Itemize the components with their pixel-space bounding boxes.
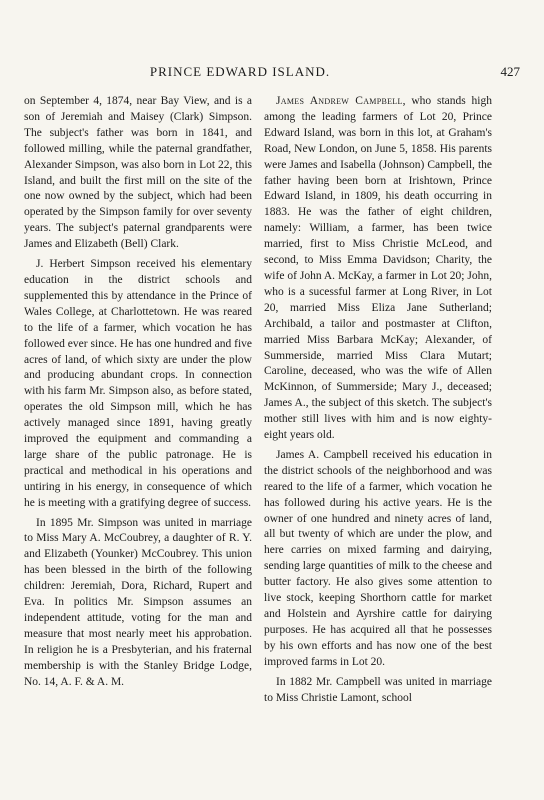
left-column [24, 94, 252, 691]
page-number: 427 [500, 64, 520, 79]
paragraph-simpson-education: J. Herbert Simpson received his elementary education in the district schools and supplemented this by attendance in the Prince of Wales College, at Charlottetown. He was reared to the life of a farmer, which vocation he has followed ever since. He has one hundred and five acres of land, of which sixty are under the plow and producing abundant crops. In connection with his farm Mr. Simpson also, as before stated, operates the old Simpson mill, which he has actively managed since 1891, having greatly improved the equipment and commanding a large share of the public patronage. He is practical and methodical in his operations and untiring in his energy, in consequence of which he is meeting with a gratifying degree of success. [24, 258, 252, 509]
paragraph-campbell-education: James A. Campbell received his education in the district schools of the neighborhood and was reared to the life of a farmer, which vocation he has followed during his active years. He is the owner of one hundred and ninety acres of land, all but twenty of which are under the plow, and here carries on mixed farming and dairying, sending large quantities of milk to the cheese and butter factory. He also gives some attention to live stock, keeping Shorthorn cattle for market and Holstein and Ayrshire cattle for dairying purposes. He has acquired all that he possesses by his own efforts and has now one of the best improved farms in Lot 20. [264, 448, 492, 668]
paragraph-simpson-marriage: In 1895 Mr. Simpson was united in marriage to Miss Mary A. McCoubrey, a daughter of R. Y. and Elizabeth (Younker) McCoubrey. This union has been blessed in the birth of the following children: Jeremiah, Dora, Richard, Rupert and Eva. In politics Mr. Simpson assumes an independent attitude, voting for the man and measure that most nearly meet his approbation. In religion he is a Presbyterian, and his fraternal membership is with the Stanley Bridge Lodge, No. 14, A. F. & A. M. [24, 516, 252, 688]
right-column [264, 94, 492, 706]
paragraph-campbell-intro [264, 94, 492, 444]
paragraph-campbell-marriage: In 1882 Mr. Campbell was united in marriage to Miss Christie Lamont, school [264, 675, 492, 704]
running-title: PRINCE EDWARD ISLAND. [149, 64, 331, 79]
subject-name: James Andrew Campbell [276, 95, 403, 107]
paragraph-simpson-parents: on September 4, 1874, near Bay View, and is a son of Jeremiah and Maisey (Clark) Simpson. The subject's father was born in 1841, and followed milling, while the paternal grandfather, Alexander Simpson, was also born in Lot 22, this Island, and built the first mill on the site of the one now owned by the subject, which had been operated by the Simpson family for over seventy years. The subject's paternal grandparents were James and Elizabeth (Bell) Clark. [24, 95, 252, 251]
paragraph-campbell-intro-text: , who stands high among the leading farmers of Lot 20, Prince Edward Island, was born in this lot, at Graham's Road, New London, on June 5, 1858. His parents were James and Isabella (Johnson) Campbell, the father having been born at Irishtown, Prince Edward Island, in 1809, his death occurring in 1883. He was the father of eight children, namely: William, a farmer, has been twice married, first to Miss Christie McLeod, and second, to Miss Emma Davidson; Charity, the wife of John A. McKay, a farmer in Lot 20; John, who is a sucessful farmer at Long River, in Lot 20, married Miss Eliza Jane Sutherland; Archibald, a tailor and postmaster at Clifton, married Miss Barbara McKay; Alexander, of Summerside, married Miss Clara Mutart; Caroline, deceased, who was the wife of Allen McKinnon, of Summerside; Mary J., deceased; James A., the subject of this sketch. The subject's mother still lives with him and is now eighty-eight years old. [264, 95, 492, 442]
